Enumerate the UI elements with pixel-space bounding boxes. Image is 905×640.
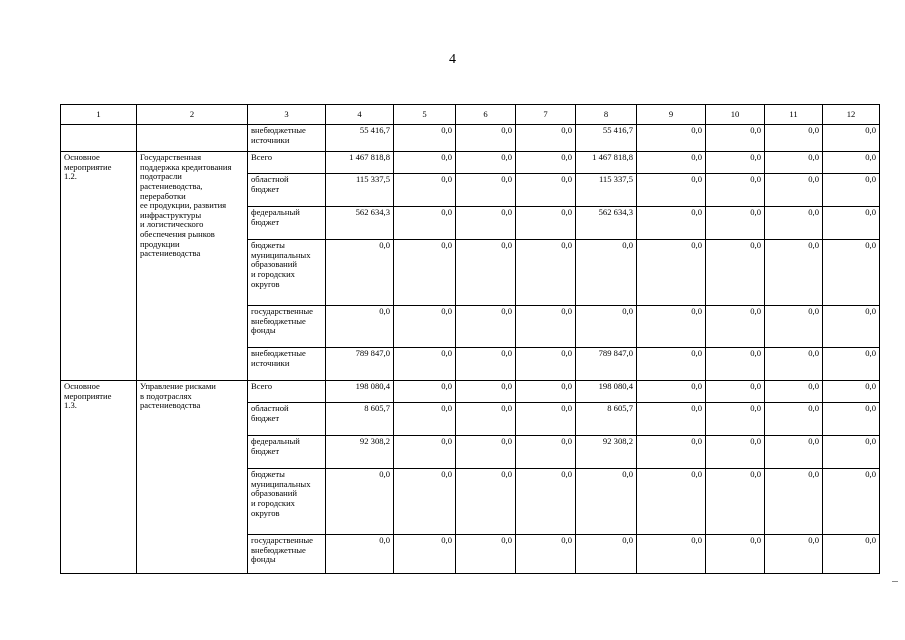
- value-cell: 0,0: [516, 469, 576, 535]
- value-cell: 0,0: [637, 381, 706, 403]
- value-cell: 0,0: [637, 306, 706, 348]
- value-cell: 0,0: [823, 469, 880, 535]
- value-cell: 0,0: [706, 125, 765, 152]
- value-cell: 0,0: [637, 152, 706, 174]
- value-cell: 0,0: [765, 381, 823, 403]
- table-row: [61, 152, 880, 174]
- value-cell: 0,0: [823, 535, 880, 574]
- table-body: [61, 125, 880, 574]
- activity-description-cell: Управление рисками в подотраслях растениеводства: [137, 381, 248, 574]
- value-cell: 0,0: [706, 348, 765, 381]
- value-cell: 0,0: [576, 535, 637, 574]
- value-cell: 0,0: [637, 348, 706, 381]
- value-cell: 0,0: [394, 348, 456, 381]
- table-row: [61, 125, 880, 152]
- value-cell: 0,0: [394, 125, 456, 152]
- page-number: 4: [449, 52, 456, 67]
- value-cell: 198 080,4: [576, 381, 637, 403]
- value-cell: 0,0: [456, 403, 516, 436]
- value-cell: 0,0: [456, 535, 516, 574]
- value-cell: 0,0: [706, 174, 765, 207]
- value-cell: 0,0: [706, 240, 765, 306]
- value-cell: 562 634,3: [576, 207, 637, 240]
- value-cell: 0,0: [394, 207, 456, 240]
- value-cell: 0,0: [516, 436, 576, 469]
- activity-description-cell: [137, 125, 248, 152]
- column-header: 8: [576, 105, 637, 125]
- value-cell: 0,0: [456, 469, 516, 535]
- value-cell: 0,0: [706, 436, 765, 469]
- value-cell: 0,0: [456, 152, 516, 174]
- funding-source-cell: государственные внебюджетные фонды: [248, 306, 326, 348]
- value-cell: 0,0: [823, 207, 880, 240]
- value-cell: 0,0: [765, 403, 823, 436]
- value-cell: 0,0: [576, 240, 637, 306]
- value-cell: 0,0: [637, 436, 706, 469]
- value-cell: 0,0: [456, 306, 516, 348]
- value-cell: 0,0: [516, 348, 576, 381]
- funding-source-cell: Всего: [248, 381, 326, 403]
- value-cell: 0,0: [456, 174, 516, 207]
- value-cell: 0,0: [823, 348, 880, 381]
- value-cell: 0,0: [637, 403, 706, 436]
- value-cell: 0,0: [394, 152, 456, 174]
- value-cell: 0,0: [706, 152, 765, 174]
- funding-source-cell: областной бюджет: [248, 174, 326, 207]
- value-cell: 0,0: [765, 306, 823, 348]
- value-cell: 0,0: [637, 240, 706, 306]
- value-cell: 0,0: [765, 240, 823, 306]
- funding-source-cell: федеральный бюджет: [248, 436, 326, 469]
- column-header: 4: [326, 105, 394, 125]
- column-header: 9: [637, 105, 706, 125]
- value-cell: 0,0: [456, 240, 516, 306]
- header-row: [61, 105, 880, 125]
- value-cell: 0,0: [637, 469, 706, 535]
- value-cell: 0,0: [765, 436, 823, 469]
- funding-source-cell: бюджеты муниципальных образований и городских округов: [248, 469, 326, 535]
- value-cell: 0,0: [456, 381, 516, 403]
- value-cell: 0,0: [394, 306, 456, 348]
- value-cell: 0,0: [516, 403, 576, 436]
- value-cell: 55 416,7: [576, 125, 637, 152]
- funding-source-cell: федеральный бюджет: [248, 207, 326, 240]
- value-cell: 0,0: [706, 469, 765, 535]
- value-cell: 0,0: [456, 125, 516, 152]
- value-cell: 0,0: [326, 306, 394, 348]
- value-cell: 0,0: [765, 125, 823, 152]
- column-header: 6: [456, 105, 516, 125]
- funding-source-cell: государственные внебюджетные фонды: [248, 535, 326, 574]
- funding-source-cell: внебюджетные источники: [248, 348, 326, 381]
- value-cell: 0,0: [706, 403, 765, 436]
- activity-name-cell: Основное мероприятие 1.3.: [61, 381, 137, 574]
- value-cell: 0,0: [765, 535, 823, 574]
- value-cell: 115 337,5: [576, 174, 637, 207]
- value-cell: 1 467 818,8: [576, 152, 637, 174]
- value-cell: 198 080,4: [326, 381, 394, 403]
- column-header: 3: [248, 105, 326, 125]
- value-cell: 789 847,0: [576, 348, 637, 381]
- value-cell: 8 605,7: [576, 403, 637, 436]
- column-header: 10: [706, 105, 765, 125]
- value-cell: 0,0: [576, 306, 637, 348]
- value-cell: 0,0: [823, 403, 880, 436]
- funding-source-cell: Всего: [248, 152, 326, 174]
- value-cell: 0,0: [576, 469, 637, 535]
- value-cell: 55 416,7: [326, 125, 394, 152]
- value-cell: 0,0: [823, 306, 880, 348]
- funding-source-cell: бюджеты муниципальных образований и городских округов: [248, 240, 326, 306]
- value-cell: 8 605,7: [326, 403, 394, 436]
- value-cell: 0,0: [823, 174, 880, 207]
- funding-source-cell: внебюджетные источники: [248, 125, 326, 152]
- activity-name-cell: [61, 125, 137, 152]
- value-cell: 0,0: [394, 469, 456, 535]
- value-cell: 0,0: [394, 403, 456, 436]
- column-header: 2: [137, 105, 248, 125]
- table-row: [61, 381, 880, 403]
- activity-name-cell: Основное мероприятие 1.2.: [61, 152, 137, 381]
- funding-source-cell: областной бюджет: [248, 403, 326, 436]
- value-cell: 0,0: [823, 152, 880, 174]
- value-cell: 789 847,0: [326, 348, 394, 381]
- value-cell: 0,0: [456, 436, 516, 469]
- value-cell: 0,0: [516, 125, 576, 152]
- value-cell: 562 634,3: [326, 207, 394, 240]
- value-cell: 0,0: [516, 207, 576, 240]
- value-cell: 0,0: [516, 306, 576, 348]
- value-cell: 0,0: [516, 381, 576, 403]
- activity-description-cell: Государственная поддержка кредитования подотрасли растениеводства, переработки ее продукции, развития инфраструктуры и логистического обеспечения рынков продукции растениеводства: [137, 152, 248, 381]
- value-cell: 0,0: [326, 240, 394, 306]
- value-cell: 0,0: [516, 535, 576, 574]
- value-cell: 0,0: [394, 381, 456, 403]
- value-cell: 0,0: [765, 152, 823, 174]
- budget-table: [60, 104, 880, 574]
- value-cell: 0,0: [765, 469, 823, 535]
- value-cell: 0,0: [765, 348, 823, 381]
- value-cell: 0,0: [823, 240, 880, 306]
- value-cell: 0,0: [823, 436, 880, 469]
- value-cell: 1 467 818,8: [326, 152, 394, 174]
- value-cell: 0,0: [637, 174, 706, 207]
- value-cell: 0,0: [823, 381, 880, 403]
- column-header: 12: [823, 105, 880, 125]
- value-cell: 92 308,2: [326, 436, 394, 469]
- value-cell: 0,0: [326, 535, 394, 574]
- value-cell: 0,0: [516, 240, 576, 306]
- value-cell: 0,0: [394, 535, 456, 574]
- value-cell: 0,0: [637, 207, 706, 240]
- value-cell: 0,0: [516, 174, 576, 207]
- value-cell: 0,0: [637, 535, 706, 574]
- column-header: 1: [61, 105, 137, 125]
- value-cell: 0,0: [516, 152, 576, 174]
- value-cell: 0,0: [637, 125, 706, 152]
- value-cell: 115 337,5: [326, 174, 394, 207]
- value-cell: 92 308,2: [576, 436, 637, 469]
- value-cell: 0,0: [394, 436, 456, 469]
- value-cell: 0,0: [394, 174, 456, 207]
- value-cell: 0,0: [706, 306, 765, 348]
- scan-mark: [892, 581, 898, 582]
- column-header: 11: [765, 105, 823, 125]
- value-cell: 0,0: [765, 207, 823, 240]
- value-cell: 0,0: [706, 381, 765, 403]
- value-cell: 0,0: [765, 174, 823, 207]
- value-cell: 0,0: [823, 125, 880, 152]
- value-cell: 0,0: [456, 207, 516, 240]
- value-cell: 0,0: [326, 469, 394, 535]
- value-cell: 0,0: [706, 535, 765, 574]
- value-cell: 0,0: [456, 348, 516, 381]
- value-cell: 0,0: [394, 240, 456, 306]
- value-cell: 0,0: [706, 207, 765, 240]
- column-header: 5: [394, 105, 456, 125]
- column-header: 7: [516, 105, 576, 125]
